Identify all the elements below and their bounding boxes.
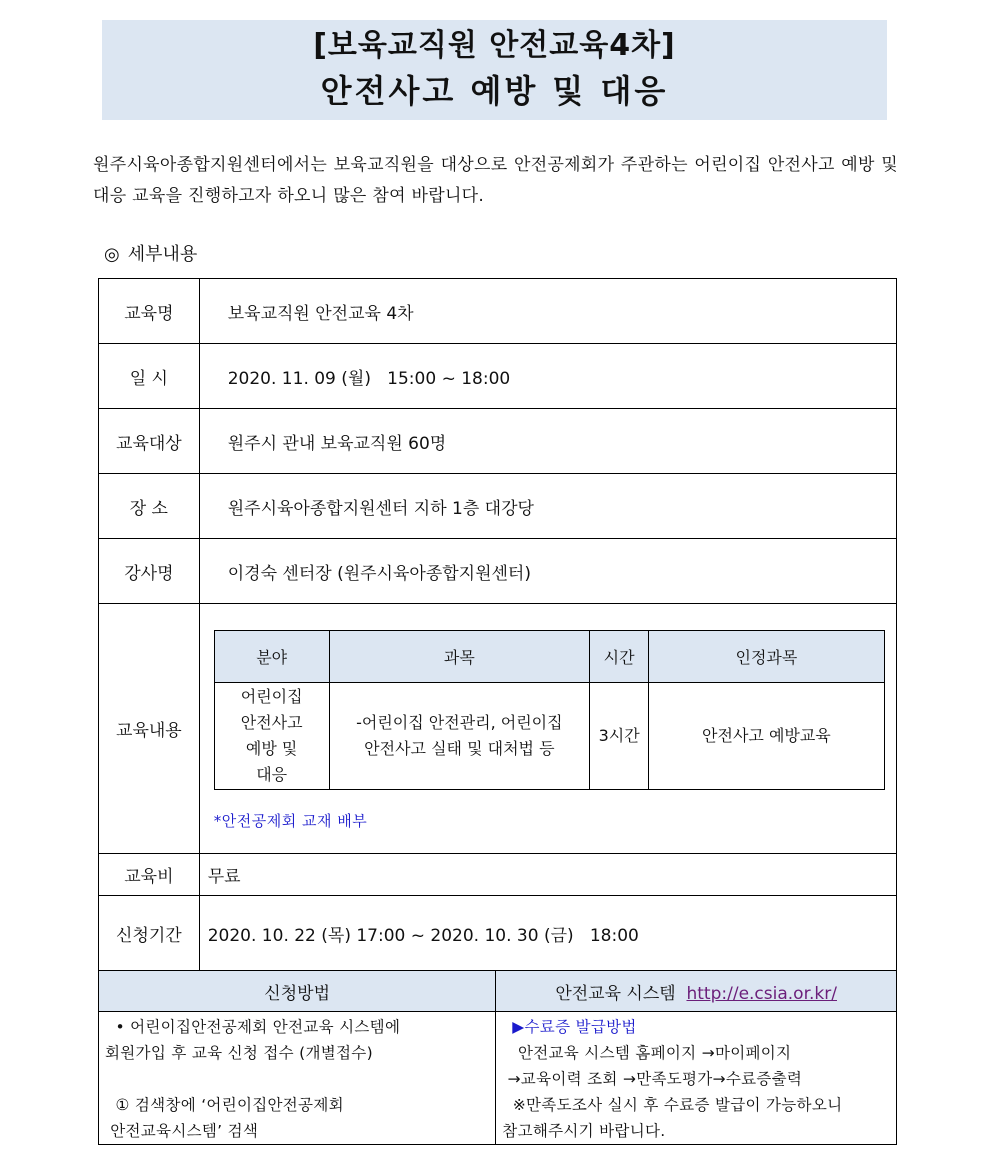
field-line: 대응	[256, 765, 288, 784]
row-label: 교육비	[99, 854, 200, 896]
row-value: 원주시 관내 보육교직원 60명	[199, 409, 896, 474]
content-inner-table	[214, 630, 885, 790]
row-value: 원주시육아종합지원센터 지하 1층 대강당	[199, 474, 896, 539]
row-label: 신청기간	[99, 896, 200, 971]
cell-field	[214, 683, 329, 790]
certificate-body	[496, 1012, 897, 1145]
header-time: 시간	[590, 631, 649, 683]
intro-paragraph: 원주시육아종합지원센터에서는 보육교직원을 대상으로 안전공제회가 주관하는 어린이집 안전사고 예방 및 대응 교육을 진행하고자 하오니 많은 참여 바랍니다.	[93, 155, 898, 206]
apply-line	[105, 1066, 491, 1092]
row-label: 일 시	[99, 344, 200, 409]
section-title: 세부내용	[127, 244, 198, 265]
cell-subject	[329, 683, 590, 790]
row-lecturer	[99, 539, 897, 604]
field-line: 어린이집	[240, 687, 303, 706]
row-value: 보육교직원 안전교육 4차	[199, 279, 896, 344]
inner-header-row	[214, 631, 884, 683]
system-link[interactable]: http://e.csia.or.kr/	[686, 983, 837, 1004]
header-subject: 과목	[329, 631, 590, 683]
cell-credit: 안전사고 예방교육	[649, 683, 885, 790]
row-label: 교육내용	[99, 604, 200, 854]
row-place	[99, 474, 897, 539]
row-value	[199, 604, 896, 854]
row-name	[99, 279, 897, 344]
field-line: 예방 및	[245, 739, 298, 758]
apply-line: 안전교육시스템’ 검색	[105, 1122, 259, 1140]
title-line-1: [보육교직원 안전교육4차]	[313, 28, 676, 63]
section-heading	[104, 240, 197, 266]
row-period	[99, 896, 897, 971]
system-header-text: 안전교육 시스템	[555, 983, 676, 1004]
details-table	[98, 278, 897, 1145]
row-value: 무료	[199, 854, 896, 896]
title-box	[102, 20, 887, 120]
apply-line: 회원가입 후 교육 신청 접수 (개별접수)	[105, 1044, 373, 1062]
header-credit: 인정과목	[649, 631, 885, 683]
subject-line: 안전사고 실태 및 대처법 등	[364, 739, 555, 758]
cell-time: 3시간	[590, 683, 649, 790]
row-value: 2020. 10. 22 (목) 17:00 ~ 2020. 10. 30 (금) 18:00	[199, 896, 896, 971]
apply-line: • 어린이집안전공제회 안전교육 시스템에	[105, 1018, 401, 1036]
row-fee	[99, 854, 897, 896]
row-label: 교육대상	[99, 409, 200, 474]
row-label: 교육명	[99, 279, 200, 344]
row-label: 강사명	[99, 539, 200, 604]
row-content	[99, 604, 897, 854]
system-header	[496, 971, 897, 1012]
certificate-title: ▶수료증 발급방법	[512, 1018, 637, 1036]
field-line: 안전사고	[240, 713, 303, 732]
apply-method-header: 신청방법	[99, 971, 496, 1012]
row-date	[99, 344, 897, 409]
apply-header-row	[99, 971, 897, 1012]
row-label: 장 소	[99, 474, 200, 539]
double-circle-icon: ◎	[104, 244, 120, 265]
certificate-line: 참고해주시기 바랍니다.	[502, 1122, 666, 1140]
apply-body-row	[99, 1012, 897, 1145]
certificate-line: →교육이력 조회 →만족도평가→수료증출력	[502, 1070, 803, 1088]
header-field: 분야	[214, 631, 329, 683]
subject-line: -어린이집 안전관리, 어린이집	[356, 713, 563, 732]
row-value: 2020. 11. 09 (월) 15:00 ~ 18:00	[199, 344, 896, 409]
title-line-2: 안전사고 예방 및 대응	[320, 72, 669, 110]
apply-method-body	[99, 1012, 496, 1145]
row-value: 이경숙 센터장 (원주시육아종합지원센터)	[199, 539, 896, 604]
certificate-line: 안전교육 시스템 홈페이지 →마이페이지	[502, 1044, 792, 1062]
row-target	[99, 409, 897, 474]
apply-line: ① 검색창에 ‘어린이집안전공제회	[105, 1096, 344, 1114]
certificate-line: ※만족도조사 실시 후 수료증 발급이 가능하오니	[502, 1096, 843, 1114]
textbook-note: *안전공제회 교재 배부	[213, 812, 368, 830]
inner-body-row	[214, 683, 884, 790]
